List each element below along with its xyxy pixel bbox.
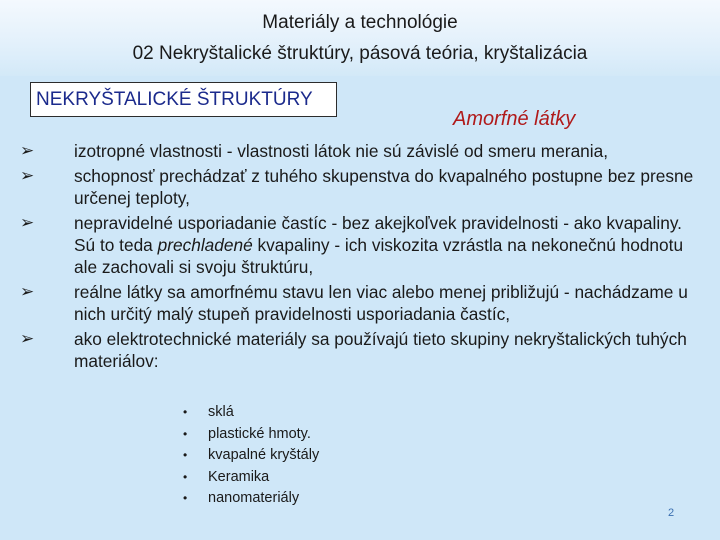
- sub-item-text: Keramika: [208, 468, 270, 485]
- arrow-bullet-icon: ➢: [20, 329, 35, 348]
- sub-list-item: [183, 467, 319, 489]
- bullet-emphasis: prechladené: [157, 235, 253, 255]
- list-item: [20, 281, 700, 325]
- dot-bullet-icon: •: [183, 448, 188, 462]
- sub-list-item: [183, 402, 319, 424]
- header-title: Materiály a technológie: [262, 12, 458, 33]
- dot-bullet-icon: •: [183, 426, 188, 441]
- bullet-text: schopnosť prechádzať z tuhého skupenstva do kvapalného postupne bez presne určenej teploty,: [74, 166, 694, 208]
- sub-list-item: [183, 424, 319, 446]
- sub-item-text: plastické hmoty.: [208, 425, 311, 442]
- arrow-bullet-icon: ➢: [20, 282, 35, 301]
- slide-header: [0, 0, 720, 76]
- bullet-text-part: kvapaliny - ich viskozita vzrástla na nekonečnú hodnotu ale zachovali si svoju štruktúru,: [74, 235, 684, 277]
- section-title-box: [30, 82, 337, 117]
- sub-item-text: sklá: [208, 404, 234, 420]
- sub-list-item: [183, 488, 319, 510]
- dot-bullet-icon: •: [183, 469, 188, 484]
- bullet-text: reálne látky sa amorfnému stavu len viac alebo menej približujú - nachádzame u nich určitý malý stupeň pravidelnosti usporiadania častíc,: [74, 282, 688, 324]
- arrow-bullet-icon: ➢: [20, 141, 35, 160]
- bullet-text: ako elektrotechnické materiály sa používajú tieto skupiny nekryštalických tuhých materiálov:: [74, 329, 687, 371]
- bullet-text: izotropné vlastnosti - vlastnosti látok nie sú závislé od smeru merania,: [74, 141, 609, 161]
- sub-list-item: [183, 445, 319, 467]
- sub-item-text: kvapalné kryštály: [208, 447, 320, 463]
- dot-bullet-icon: •: [183, 405, 188, 419]
- sub-item-text: nanomateriály: [208, 490, 300, 506]
- bullet-list: [20, 140, 700, 375]
- arrow-bullet-icon: ➢: [20, 166, 35, 185]
- header-subtitle: 02 Nekryštalické štruktúry, pásová teória, kryštalizácia: [132, 43, 588, 64]
- arrow-bullet-icon: ➢: [20, 213, 35, 232]
- bullet-text-part: nepravidelné usporiadanie častíc - bez akejkoľvek pravidelnosti - ako kvapaliny. Sú to teda: [74, 213, 682, 255]
- page-number: 2: [668, 507, 675, 519]
- list-item: [20, 140, 700, 162]
- list-item: [20, 328, 700, 372]
- list-item: [20, 165, 700, 209]
- dot-bullet-icon: •: [183, 491, 188, 505]
- topic-subtitle: Amorfné látky: [453, 108, 576, 130]
- section-title: NEKRYŠTALICKÉ ŠTRUKTÚRY: [36, 89, 313, 110]
- material-list: [183, 402, 319, 510]
- list-item: [20, 212, 700, 278]
